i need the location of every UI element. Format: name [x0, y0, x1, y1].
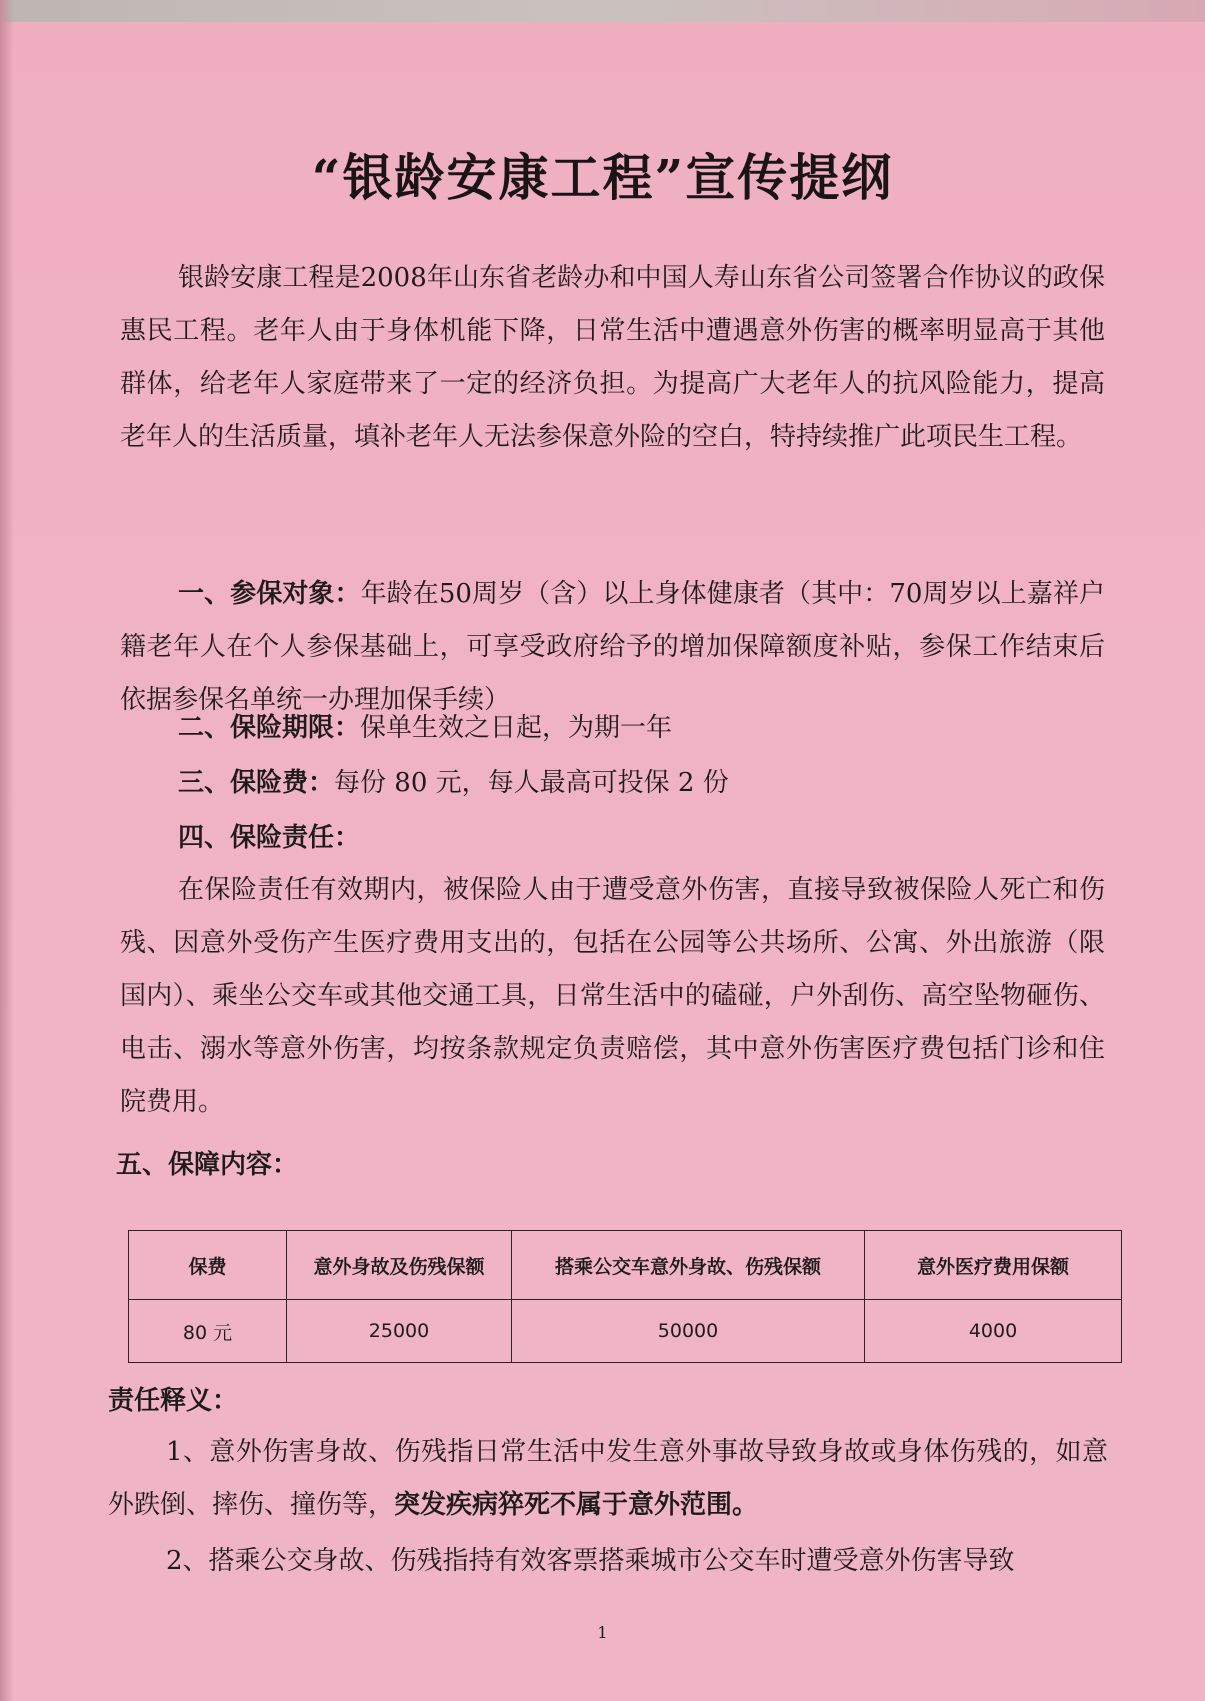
table-header: 保费	[129, 1231, 287, 1300]
section-1-heading: 一、参保对象：	[178, 579, 361, 609]
section-4-text: 在保险责任有效期内，被保险人由于遭受意外伤害，直接导致被保险人死亡和伤残、因意外受伤产生医疗费用支出的，包括在公园等公共场所、公寓、外出旅游（限国内）、乘坐公交车或其他交通工具，日常生活中的磕碰，户外刮伤、高空坠物砸伤、电击、溺水等意外伤害，均按条款规定负责赔偿，其中意外伤害医疗费包括门诊和住院费用。	[120, 875, 1105, 1117]
section-5-heading: 五、保障内容：	[116, 1150, 299, 1180]
section-1	[120, 568, 1105, 727]
liability-section	[108, 1381, 238, 1421]
table-cell: 80 元	[129, 1300, 287, 1363]
section-3-text: 每份 80 元，每人最高可投保 2 份	[334, 768, 729, 798]
table-header: 意外身故及伤残保额	[287, 1231, 512, 1300]
left-edge-shadow	[0, 0, 14, 1701]
table-header-row	[129, 1231, 1122, 1300]
table-row	[129, 1300, 1122, 1363]
table-header: 意外医疗费用保额	[865, 1231, 1122, 1300]
liability-item-1-bold: 突发疾病猝死不属于意外范围。	[394, 1490, 759, 1520]
table-cell: 25000	[287, 1300, 512, 1363]
top-shadow	[0, 0, 1205, 22]
liability-item-2: 2、搭乘公交身故、伤残指持有效客票搭乘城市公交车时遭受意外伤害导致	[166, 1546, 1015, 1576]
section-3	[178, 763, 729, 803]
table-cell: 50000	[512, 1300, 865, 1363]
coverage-table	[128, 1230, 1122, 1363]
section-1-text: 年龄在50周岁（含）以上身体健康者（其中：70周岁以上嘉祥户籍老年人在个人参保基础上，可享受政府给予的增加保障额度补贴，参保工作结束后依据参保名单统一办理加保手续）	[120, 579, 1105, 715]
liability-item-1-text: 1、意外伤害身故、伤残指日常生活中发生意外事故导致身故或身体伤残的，如意外跌倒、摔伤、撞伤等，	[108, 1437, 1108, 1520]
section-4-heading: 四、保险责任：	[178, 823, 361, 853]
section-5	[116, 1145, 298, 1185]
section-2-text: 保单生效之日起，为期一年	[360, 713, 673, 743]
page-number: 1	[597, 1623, 608, 1642]
intro-paragraph: 银龄安康工程是2008年山东省老龄办和中国人寿山东省公司签署合作协议的政保惠民工程。老年人由于身体机能下降，日常生活中遭遇意外伤害的概率明显高于其他群体，给老年人家庭带来了一定的经济负担。为提高广大老年人的抗风险能力，提高老年人的生活质量，填补老年人无法参保意外险的空白，特持续推广此项民生工程。	[120, 263, 1105, 452]
section-2	[178, 708, 672, 748]
document-title: “银龄安康工程”宣传提纲	[311, 148, 894, 207]
section-2-heading: 二、保险期限：	[178, 713, 361, 743]
liability-heading: 责任释义：	[108, 1386, 239, 1416]
table-cell: 4000	[865, 1300, 1122, 1363]
section-3-heading: 三、保险费：	[178, 768, 335, 798]
table-header: 搭乘公交车意外身故、伤残保额	[512, 1231, 865, 1300]
liability-item-1	[108, 1426, 1108, 1532]
section-4	[178, 818, 360, 858]
